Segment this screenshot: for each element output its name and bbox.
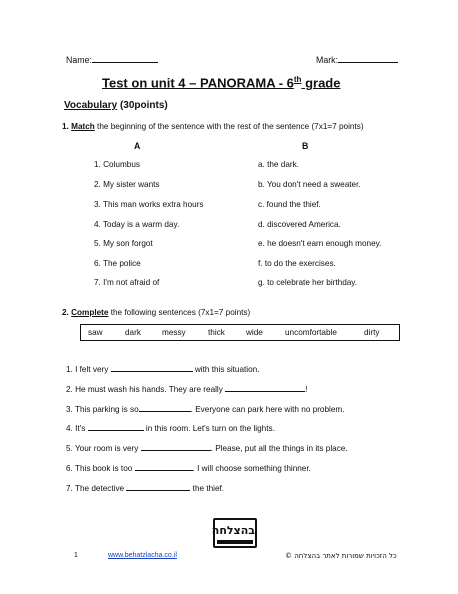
match-right-e: e. he doesn't earn enough money. (258, 239, 382, 248)
match-right-b: b. You don't need a sweater. (258, 180, 361, 189)
word-bank-item: dirty (364, 328, 380, 337)
match-right-g: g. to celebrate her birthday. (258, 278, 358, 287)
sentence-3 (66, 403, 345, 414)
q2-number: 2. (62, 308, 69, 317)
sentence-2-end: ! (305, 385, 308, 394)
sentence-5 (66, 442, 348, 453)
sentence-1-end: with this situation. (194, 365, 260, 374)
sentence-6-end: . I will choose something thinner. (192, 464, 311, 473)
blank-2[interactable] (225, 383, 308, 394)
copyright-notice: כל הזכויות שמורות לאתר בהצלחה © (285, 552, 397, 560)
q2-text: the following sentences (7x1=7 points) (108, 308, 251, 317)
match-right-c: c. found the thief. (258, 200, 321, 209)
sentence-6-start: 6. This book is too (66, 464, 133, 473)
sentence-4-end: in this room. Let's turn on the lights. (145, 424, 275, 433)
q1-instruction (62, 122, 364, 131)
name-blank[interactable] (92, 54, 158, 63)
sentence-7-end: the thief. (192, 484, 225, 493)
match-left-7: 7. I'm not afraid of (94, 278, 160, 287)
blank-3[interactable] (139, 403, 191, 412)
q2-instruction (62, 308, 250, 317)
column-a-header: A (134, 141, 141, 151)
mark-field-row (316, 54, 398, 65)
word-bank-item: wide (246, 328, 263, 337)
logo-text: בהצלחה (211, 524, 255, 537)
title-main: Test on unit 4 – PANORAMA - 6 (102, 75, 294, 91)
match-left-6: 6. The police (94, 259, 141, 268)
mark-blank[interactable] (338, 54, 398, 63)
sentence-4-start: 4. It's (66, 424, 86, 433)
q1-keyword: Match (71, 122, 95, 131)
match-right-f: f. to do the exercises. (258, 259, 336, 268)
sentence-2 (66, 383, 307, 394)
blank-5[interactable] (141, 442, 211, 451)
blank-6[interactable] (135, 462, 193, 471)
title-sup: th (293, 75, 302, 84)
vocab-title: Vocabulary (64, 100, 118, 111)
website-link[interactable]: www.behatzlacha.co.il (108, 552, 177, 559)
match-right-d: d. discovered America. (258, 220, 341, 229)
blank-1[interactable] (111, 363, 193, 372)
column-b-header: B (302, 141, 309, 151)
match-left-2: 2. My sister wants (94, 180, 160, 189)
match-left-3: 3. This man works extra hours (94, 200, 204, 209)
page-title (102, 75, 340, 90)
match-left-5: 5. My son forgot (94, 239, 153, 248)
logo-underline (217, 540, 253, 544)
match-left-1: 1. Columbus (94, 160, 140, 169)
mark-label: Mark: (316, 55, 338, 65)
footer-link-wrap (108, 552, 177, 559)
word-bank (80, 324, 400, 341)
sentence-4 (66, 422, 275, 433)
sentence-3-end: . Everyone can park here with no problem. (190, 405, 345, 414)
word-bank-item: saw (88, 328, 103, 337)
sentence-6 (66, 462, 311, 473)
page-number: 1 (74, 552, 78, 559)
title-end: grade (301, 75, 341, 91)
match-left-4: 4. Today is a warm day. (94, 220, 180, 229)
name-label: Name: (66, 55, 92, 65)
sentence-2-start: 2. He must wash his hands. They are really (66, 385, 223, 394)
blank-4[interactable] (88, 422, 144, 431)
blank-7[interactable] (126, 482, 190, 491)
q1-text: the beginning of the sentence with the rest of the sentence (7x1=7 points) (94, 122, 364, 131)
sentence-5-end: . Please, put all the things in its place. (210, 444, 348, 453)
word-bank-item: uncomfortable (285, 328, 337, 337)
behatzlacha-logo (213, 518, 257, 548)
word-bank-item: dark (125, 328, 141, 337)
sentence-1-start: 1. I felt very (66, 365, 109, 374)
sentence-3-start: 3. This parking is so (66, 405, 139, 414)
vocab-heading (64, 100, 168, 111)
name-field-row (66, 54, 158, 65)
sentence-5-start: 5. Your room is very (66, 444, 139, 453)
q1-number: 1. (62, 122, 69, 131)
match-right-a: a. the dark. (258, 160, 299, 169)
sentence-1 (66, 363, 260, 374)
word-bank-item: thick (208, 328, 225, 337)
sentence-7 (66, 482, 224, 493)
sentence-7-start: 7. The detective (66, 484, 125, 493)
word-bank-item: messy (162, 328, 186, 337)
q2-keyword: Complete (71, 308, 109, 317)
vocab-points: (30points) (117, 100, 168, 111)
